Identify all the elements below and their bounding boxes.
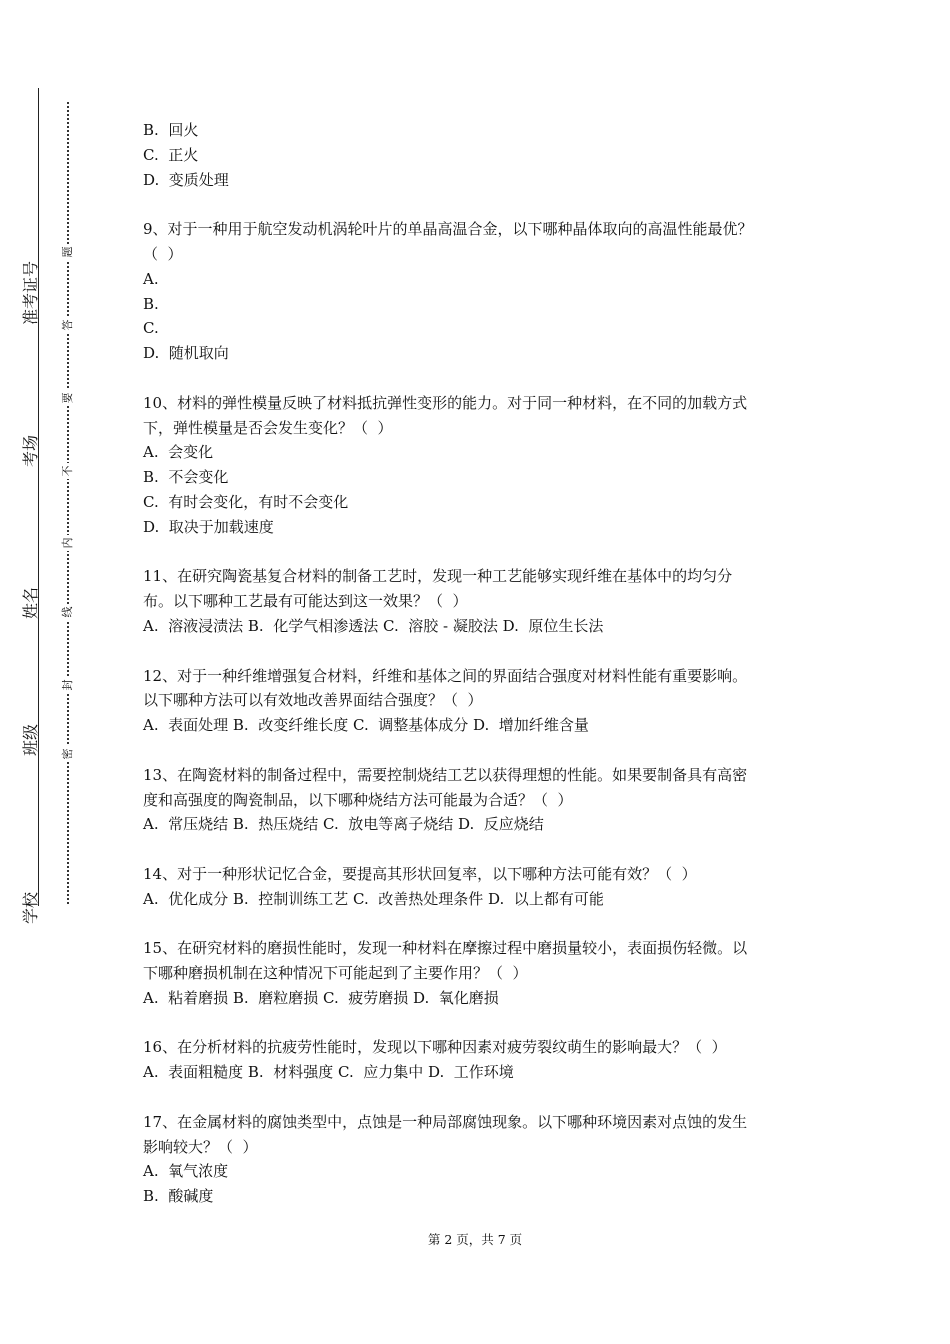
question-block [143, 118, 823, 192]
question-option: A. 会变化 [143, 443, 214, 462]
question-stem-line: 9、对于一种用于航空发动机涡轮叶片的单晶高温合金，以下哪种晶体取向的高温性能最优？ [143, 220, 753, 239]
question-stem-line: 16、在分析材料的抗疲劳性能时，发现以下哪种因素对疲劳裂纹萌生的影响最大？（ ） [143, 1038, 727, 1057]
question-option: B. 酸碱度 [143, 1187, 214, 1206]
question-stem-line: 以下哪种方法可以有效地改善界面结合强度？（ ） [143, 691, 483, 710]
question-block [143, 1110, 823, 1209]
question-option: B. 不会变化 [143, 468, 229, 487]
page-number: 第 2 页，共 7 页 [427, 1232, 523, 1247]
seal-char: 内 [60, 535, 76, 551]
question-stem-line: 布。以下哪种工艺最有可能达到这一效果？（ ） [143, 592, 468, 611]
binding-dotted-line [67, 102, 69, 904]
field-label-name: 姓名 [21, 587, 40, 620]
field-label-school: 学校 [21, 892, 40, 925]
question-option: D. 随机取向 [143, 344, 229, 363]
question-block [143, 936, 823, 1010]
question-option: A. 粘着磨损 B. 磨粒磨损 C. 疲劳磨损 D. 氧化磨损 [143, 988, 499, 1007]
seal-char: 不 [60, 463, 76, 479]
question-block [143, 391, 823, 540]
seal-char: 密 [60, 746, 76, 762]
question-option: C. [143, 319, 159, 338]
question-block [143, 664, 823, 738]
seal-char: 题 [60, 244, 76, 260]
question-option: C. 正火 [143, 145, 199, 164]
question-option: A. [143, 269, 159, 288]
question-stem-line: 13、在陶瓷材料的制备过程中，需要控制烧结工艺以获得理想的性能。如果要制备具有高密 [143, 765, 748, 784]
seal-char: 要 [60, 390, 76, 406]
field-label-class: 班级 [21, 724, 40, 757]
binding-solid-line [38, 88, 39, 906]
question-stem-line: 17、在金属材料的腐蚀类型中，点蚀是一种局部腐蚀现象。以下哪种环境因素对点蚀的发生 [143, 1112, 748, 1131]
question-block [143, 564, 823, 638]
question-stem-line: （ ） [143, 244, 183, 263]
question-list [143, 118, 823, 1209]
question-stem-line: 影响较大？（ ） [143, 1137, 258, 1156]
seal-char: 线 [60, 604, 76, 620]
question-option: A. 常压烧结 B. 热压烧结 C. 放电等离子烧结 D. 反应烧结 [143, 815, 544, 834]
question-option: A. 优化成分 B. 控制训练工艺 C. 改善热处理条件 D. 以上都有可能 [143, 889, 604, 908]
question-option: A. 溶液浸渍法 B. 化学气相渗透法 C. 溶胶 - 凝胶法 D. 原位生长法 [143, 616, 604, 635]
seal-char: 答 [60, 317, 76, 333]
question-stem-line: 10、材料的弹性模量反映了材料抵抗弹性变形的能力。对于同一种材料，在不同的加载方式 [143, 393, 748, 412]
seal-char: 封 [60, 677, 76, 693]
question-stem-line: 12、对于一种纤维增强复合材料，纤维和基体之间的界面结合强度对材料性能有重要影响。 [143, 666, 748, 685]
question-stem-line: 度和高强度的陶瓷制品，以下哪种烧结方法可能最为合适？（ ） [143, 790, 573, 809]
field-label-exam-room: 考场 [21, 435, 40, 468]
question-option: D. 取决于加载速度 [143, 517, 274, 536]
question-block [143, 217, 823, 366]
question-option: C. 有时会变化，有时不会变化 [143, 492, 349, 511]
question-option: B. 回火 [143, 121, 199, 139]
question-option: A. 表面处理 B. 改变纤维长度 C. 调整基体成分 D. 增加纤维含量 [143, 716, 589, 735]
question-block [143, 763, 823, 837]
question-block [143, 1035, 823, 1085]
question-option: A. 表面粗糙度 B. 材料强度 C. 应力集中 D. 工作环境 [143, 1063, 514, 1082]
question-stem-line: 15、在研究材料的磨损性能时，发现一种材料在摩擦过程中磨损量较小，表面损伤轻微。以 [143, 939, 748, 958]
question-stem-line: 14、对于一种形状记忆合金，要提高其形状回复率，以下哪种方法可能有效？（ ） [143, 864, 697, 883]
question-stem-line: 下，弹性模量是否会发生变化？（ ） [143, 418, 393, 437]
question-block [143, 862, 823, 912]
question-stem-line: 下哪种磨损机制在这种情况下可能起到了主要作用？（ ） [143, 964, 528, 983]
question-option: D. 变质处理 [143, 170, 229, 189]
field-label-exam-number: 准考证号 [21, 261, 40, 326]
question-option: A. 氧气浓度 [143, 1162, 229, 1181]
question-option: B. [143, 294, 159, 313]
question-stem-line: 11、在研究陶瓷基复合材料的制备工艺时，发现一种工艺能够实现纤维在基体中的均匀分 [143, 567, 733, 586]
